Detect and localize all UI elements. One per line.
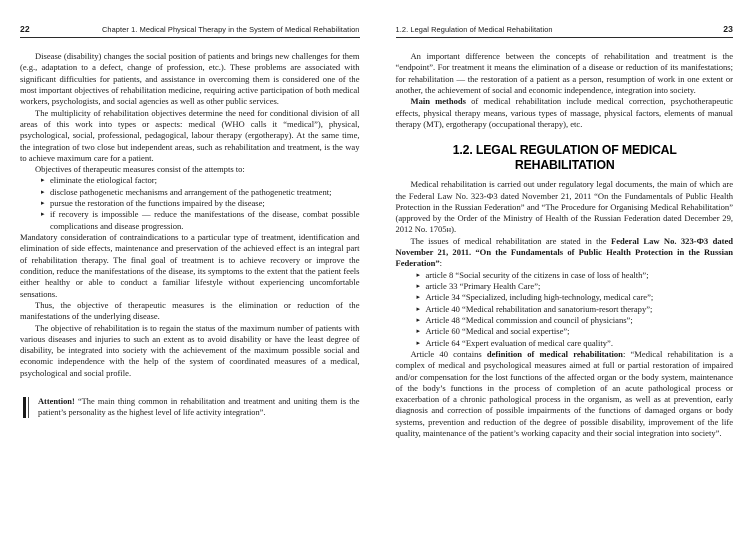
paragraph-objective-rehabilitation: The objective of rehabilitation is to regain the status of the maximum number of patients with various diseases and injuries to such an extent as to avoid disability or have the least degree of disability, be integrated into society with the achievement of the maximum possible social and economic independence with the help of the system of coordinated measures of a medical, psychological and social profile. [20,322,360,378]
paragraph-section-intro: Medical rehabilitation is carried out under regulatory legal documents, the main of which are the Federal Law No. 323-Ф3 dated November 21, 2011 “On the Fundamentals of Public Health Protection in the Russian Federation” and “The Procedure for Organising Medical Rehabilitation” (approved by the Order of the Ministry of Health of the Russian Federation dated December 29, 2012 No. 1705н). [395,179,733,235]
paragraph-multiplicity-objectives: The multiplicity of rehabilitation objectives determine the need for conditional division of all areas of this work into types or aspects: medical (WHO calls it “medical”), physical, psychological, social, professional, pedagogical, labour therapy (ergotherapy). At the same time, the integration of two close but independent areas, such as rehabilitation and treatment, is the way to achieve maximum care for a patient. [20,107,360,163]
main-methods-text: of medical rehabilitation include medical correction, psychotherapeutic effects, physical therapy means, various types of massage, physical factors, elements of manual therapy (MT), ergotherapy (occupational therapy), etc. [395,96,733,129]
paragraph-mandatory-consideration: Mandatory consideration of contraindications to a particular type of treatment, identification and elimination of side effects, maintenance and preservation of the achieved effect is an integral part of rehabilitation therapy. The final goal of treatment is to achieve recovery or improve the condition, reduce the manifestations of the disease, its symptoms to the extent that the patient feels either healthy or able to conduct a familiar lifestyle without experiencing uncomfortable sensations. [20,232,360,299]
paragraph-important-difference: An important difference between the concepts of rehabilitation and treatment is the “endpoint”. For treatment it means the elimination of a disease or reduction of its manifestations; for rehabilitation — the restoration of a patient as a person, resumption of work in one extent or another, the achievement of social and economic independence, integration into society. [395,51,733,95]
attention-label: Attention! [38,397,75,407]
paragraph-main-methods [396,96,734,130]
section-title-right: 1.2. Legal Regulation of Medical Rehabilitation [395,25,553,34]
paragraph-thus-objective: Thus, the objective of therapeutic measures is the elimination or reduction of the manifestations of the underlying disease. [20,299,360,322]
paragraph-objectives-lead: Objectives of therapeutic measures consist of the attempts to: [35,164,245,175]
attention-callout [23,396,360,419]
attention-text [38,396,360,419]
list-item: ▸ Article 64 “Expert evaluation of medical care quality”. [418,338,734,349]
objectives-list [20,175,360,232]
paragraph-law-lead [396,236,734,270]
attention-quote: “The main thing common in rehabilitation and treatment and uniting them is the patient’s personality as the highest level of life activity integration”. [38,397,360,418]
right-column-body [396,51,734,439]
page-right [378,0,755,540]
list-item: ▸ article 8 “Social security of the citizens in case of loss of health”; [418,270,734,281]
page-number-left: 22 [20,24,30,34]
callout-bar-thin [28,397,29,418]
definition-bold: definition of medical rehabilitation [486,348,623,359]
list-item: ▸ Article 34 “Specialized, including high-technology, medical care”; [418,292,734,303]
law-lead-bold: Federal Law No. 323-Ф3 dated November 21, 2011. “On the Fundamentals of Public Health Protection in the Russian Federation” [395,235,734,269]
list-item: ▸ Article 48 “Medical commission and council of physicians”; [418,315,734,326]
running-head-right [396,24,734,38]
paragraph-definition [396,349,734,440]
running-head-left [20,24,360,38]
list-item: ▸ Article 40 “Medical rehabilitation and sanatorium-resort therapy”; [418,304,734,315]
law-lead-suffix: : [439,258,443,269]
list-item: ▸ pursue the restoration of the functions impaired by the disease; [42,198,360,209]
list-item: ▸ if recovery is impossible — reduce the manifestations of the disease, combat possible complications and disease progression. [42,209,360,232]
callout-bar-thick [23,397,26,418]
articles-list [396,270,734,349]
left-column-body [20,51,360,419]
list-item: ▸ article 33 “Primary Health Care”; [418,281,734,292]
list-item: ▸ disclose pathogenetic mechanisms and arrangement of the pathogenetic treatment; [42,187,360,198]
page-section-heading: 1.2. LEGAL REGULATION OF MEDICAL REHABILITATION [452,142,677,173]
list-item: ▸ eliminate the etiological factor; [42,175,360,186]
page-number-right: 23 [723,24,733,34]
definition-text: : “Medical rehabilitation is a complex of medical and psychological measures aimed at full or partial restoration of impaired and/or compensation for the lost functions of the affected organ or the body system, maintenance of the body’s functions in the process of completion of an acute pathological process or exacerbation of a chronic pathological process in the organism, as well as at prevention, early diagnosis and correction of possible impairments of the functions of damaged organs or body systems, prevention and reduction of the degree of possible disability, improvement of the life quality, maintenance of the patient’s working capacity and their social integration into society”. [395,348,733,439]
chapter-title-left: Chapter 1. Medical Physical Therapy in the System of Medical Rehabilitation [101,25,360,34]
definition-prefix: Article 40 contains [410,348,487,359]
list-item: ▸ Article 60 “Medical and social expertise”; [418,326,734,337]
paragraph-disease-disability: Disease (disability) changes the social position of patients and brings new challenges for them (e.g., adaptation to a defect, change of profession, etc.). These problems are associated with significant difficulties for patients, and assistance in overcoming them is considered one of the most important objectives of rehabilitation medicine, requiring active participation of both medical workers, psychologists, and social agencies as well as other public services. [20,51,360,107]
law-lead-prefix: The issues of medical rehabilitation are stated in the [410,235,611,246]
main-methods-label: Main methods [410,96,466,107]
